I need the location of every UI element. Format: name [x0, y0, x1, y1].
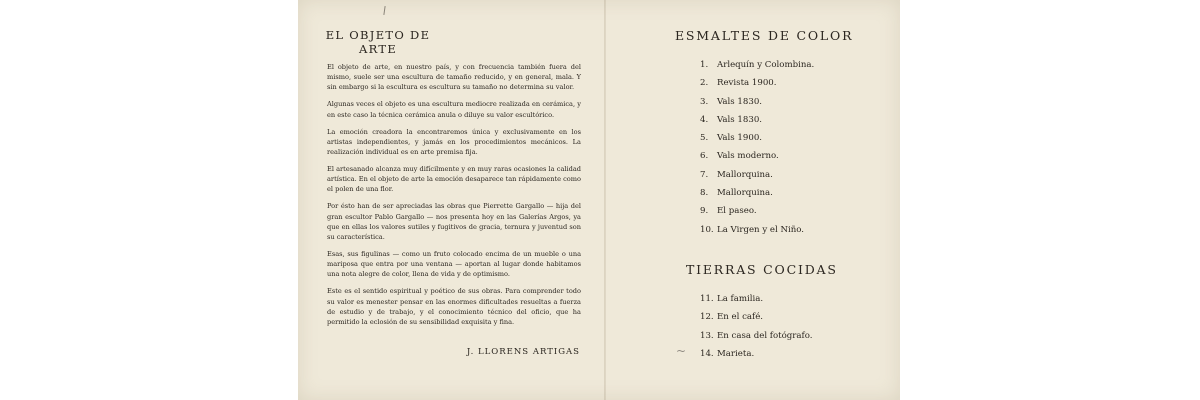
item-number: 13. [700, 330, 714, 341]
item-title: Revista 1900. [717, 78, 777, 89]
item-number: 8. [700, 188, 709, 199]
item-title: Vals moderno. [717, 151, 779, 162]
esmaltes-heading: ESMALTES DE COLOR [675, 28, 854, 43]
item-number: 3. [700, 96, 709, 107]
list-item [700, 93, 814, 111]
essay-paragraph: Este es el sentido espiritual y poético de sus obras. Para comprender todo su valor es menester pensar en las enormes dificultades resueltas a fuerza de estudio y de trabajo, y el conocimiento técnico del oficio, que ha permitido la eclosión de su sensibilidad exquisita y fina. [327, 287, 581, 327]
essay-signature: J. LLORENS ARTIGAS [466, 347, 580, 357]
item-title: Vals 1830. [717, 96, 763, 107]
list-item [700, 111, 814, 129]
item-number: 6. [700, 151, 709, 162]
item-title: En el café. [717, 312, 764, 323]
list-item [700, 327, 812, 345]
essay-title: EL OBJETO DE ARTE [325, 28, 431, 56]
item-number: 5. [700, 133, 709, 144]
item-number: 7. [700, 169, 709, 180]
tierras-heading: TIERRAS COCIDAS [686, 262, 838, 277]
item-title: Mallorquina. [717, 169, 773, 180]
item-number: 12. [700, 312, 714, 323]
item-title: Vals 1900. [717, 133, 763, 144]
item-number: 1. [700, 60, 709, 70]
item-title: Marieta. [717, 348, 755, 359]
list-item [700, 221, 814, 239]
list-item [700, 345, 812, 363]
essay-paragraph: La emoción creadora la encontraremos única y exclusivamente en los artistas independientes, y jamás en los procedimientos mecánicos. La realización individual es en arte premisa fija. [327, 127, 581, 157]
list-item [700, 308, 812, 326]
tierras-list [700, 290, 812, 363]
list-item [700, 184, 814, 202]
list-item [700, 129, 814, 147]
list-item [700, 202, 814, 220]
item-number: 11. [700, 294, 714, 304]
item-number: 10. [700, 224, 714, 235]
item-number: 9. [700, 206, 709, 217]
essay-paragraph: El objeto de arte, en nuestro país, y con frecuencia también fuera del mismo, suele ser una escultura de tamaño reducido, y en general, mala. Y sin embargo si la escultura es escultura su tamaño no determina su valor. [327, 63, 581, 92]
item-title: En casa del fotógrafo. [717, 330, 813, 341]
list-item [700, 56, 814, 74]
esmaltes-list [700, 56, 814, 239]
pencil-sketch-mark: ~ [676, 344, 687, 358]
essay-paragraph: Algunas veces el objeto es una escultura mediocre realizada en cerámica, y en este caso la técnica cerámica anula o diluye su valor escultórico. [327, 100, 581, 119]
item-title: La Virgen y el Niño. [717, 224, 805, 235]
item-title: Mallorquina. [717, 188, 773, 199]
essay-paragraph: Por ésto han de ser apreciadas las obras que Pierrette Gargallo — hija del gran escultor Pablo Gargallo — nos presenta hoy en las Galerías Argos, ya que en ellas los valores sutiles y fugitivos de gracia, ternura y juventud son su característica. [327, 202, 581, 242]
essay-body [327, 62, 581, 334]
item-number: 14. [700, 348, 714, 359]
essay-paragraph: Esas, sus figulinas — como un fruto colocado encima de un mueble o una mariposa que entra por una ventana — aportan al lugar donde habitamos una nota alegre de color, llena de vida y de optimismo. [327, 250, 581, 279]
list-item [700, 74, 814, 92]
list-item [700, 166, 814, 184]
item-number: 4. [700, 114, 709, 125]
item-title: La familia. [717, 294, 764, 304]
item-title: El paseo. [717, 206, 757, 217]
item-title: Vals 1830. [717, 114, 763, 125]
item-number: 2. [700, 78, 709, 89]
list-item [700, 147, 814, 165]
item-title: Arlequín y Colombina. [717, 60, 815, 70]
essay-paragraph: El artesanado alcanza muy difícilmente y en muy raras ocasiones la calidad artística. En el objeto de arte la emoción desaparece tan rápidamente como el polen de una flor. [327, 165, 581, 194]
list-item [700, 290, 812, 308]
